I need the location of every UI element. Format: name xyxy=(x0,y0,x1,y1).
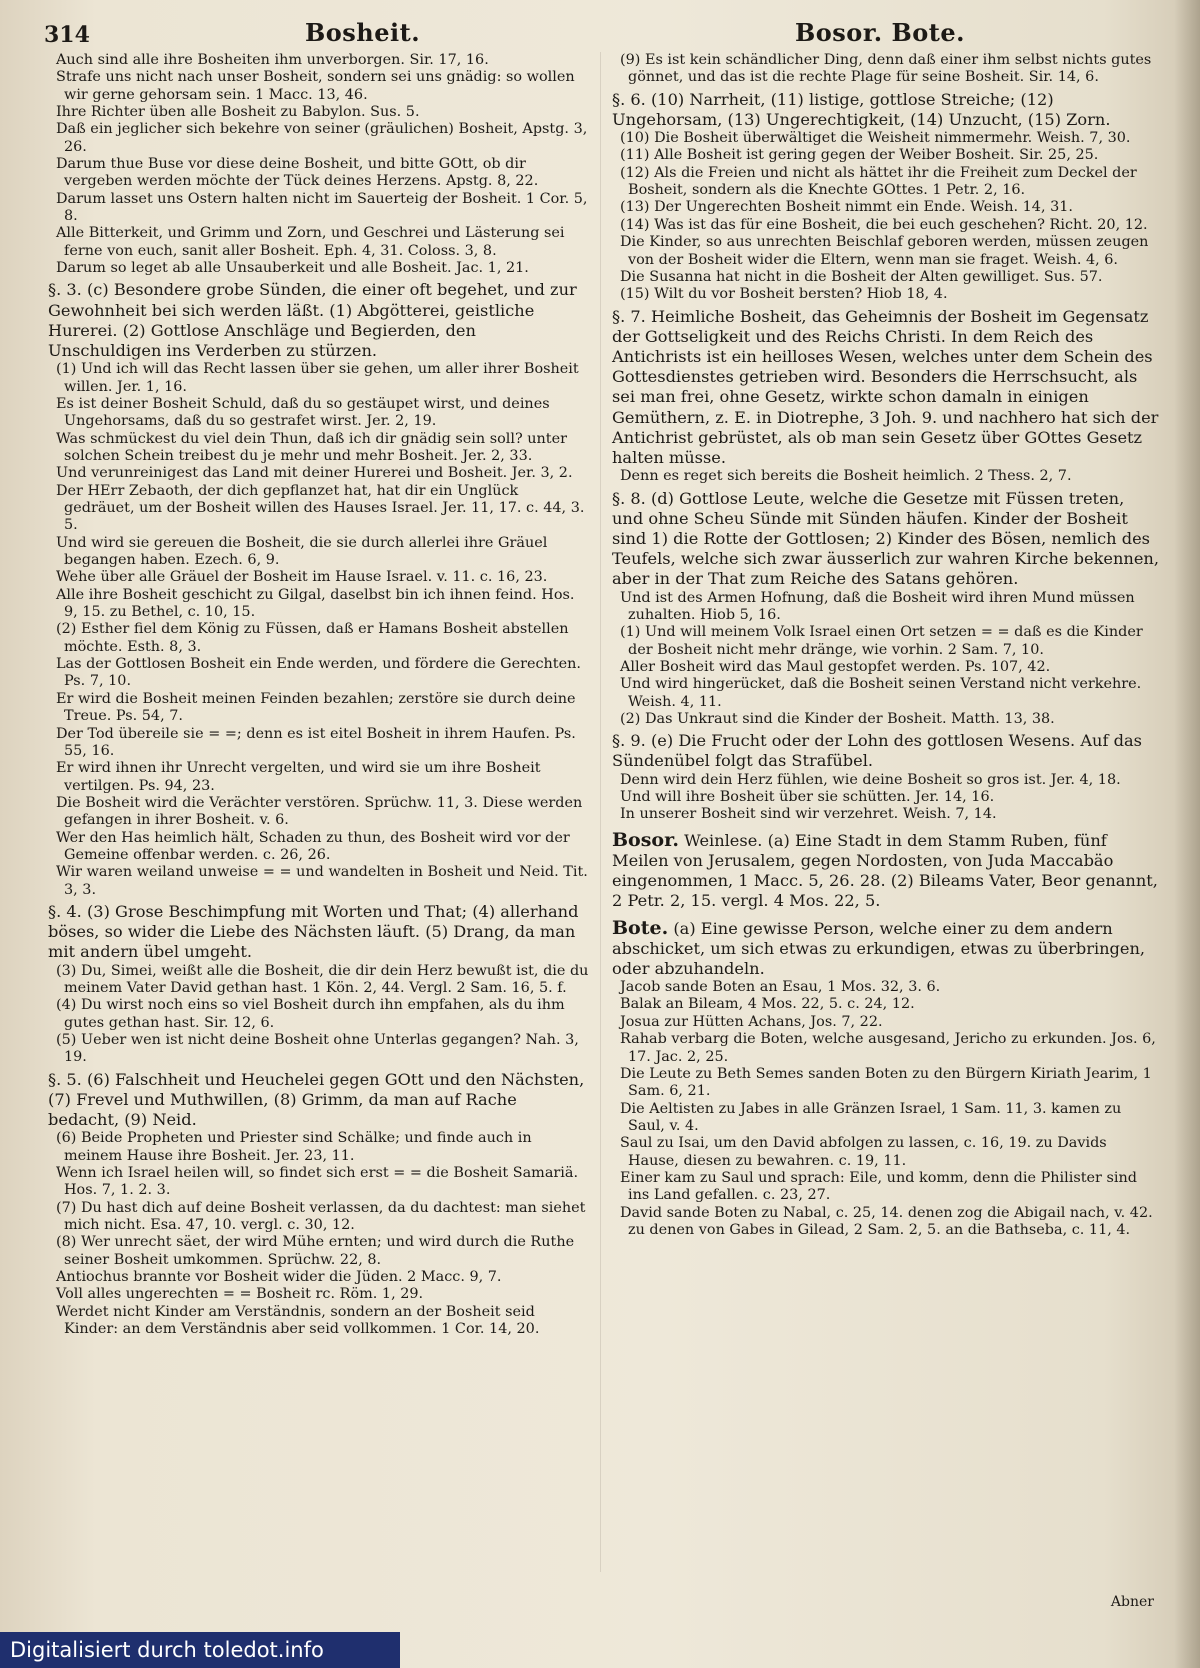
citation: (13) Der Ungerechten Bosheit nimmt ein Ende. Weish. 14, 31. xyxy=(620,199,1073,216)
column-gutter xyxy=(600,52,601,1572)
citation: (3) Du, Simei, weißt alle die Bosheit, die dir dein Herz bewußt ist, die du meinem Vater David gethan hast. 1 Kön. 2, 44. Vergl. 2 Sam. 16, 5. f. xyxy=(56,962,589,996)
citation: Die Susanna hat nicht in die Bosheit der Alten gewilliget. Sus. 57. xyxy=(620,268,1103,285)
citation: In unserer Bosheit sind wir verzehret. Weish. 7, 14. xyxy=(620,806,997,823)
left-column xyxy=(48,52,590,1338)
citation: Er wird ihnen ihr Unrecht vergelten, und wird sie um ihre Bosheit vertilgen. Ps. 94, 23. xyxy=(56,760,541,794)
citation: (2) Esther fiel dem König zu Füssen, daß er Hamans Bosheit abstellen möchte. Esth. 8, 3. xyxy=(56,621,569,655)
citation: (5) Ueber wen ist nicht deine Bosheit ohne Unterlas gegangen? Nah. 3, 19. xyxy=(56,1031,579,1066)
lemma-headword: Bote. xyxy=(612,916,669,939)
citation: Auch sind alle ihre Bosheiten ihm unverborgen. Sir. 17, 16. xyxy=(56,52,489,68)
citation: (14) Was ist das für eine Bosheit, die bei euch geschehen? Richt. 20, 12. xyxy=(620,216,1148,233)
citation: (8) Wer unrecht säet, der wird Mühe ernten; und wird durch die Ruthe seiner Bosheit umkommen. Sprüchw. 22, 8. xyxy=(56,1234,575,1268)
citation: Werdet nicht Kinder am Verständnis, sondern an der Bosheit seid Kinder: an dem Verständnis aber seid vollkommen. 1 Cor. 14, 20. xyxy=(56,1303,540,1337)
citation: Alle ihre Bosheit geschicht zu Gilgal, daselbst bin ich ihnen feind. Hos. 9, 15. zu Bethel, c. 10, 15. xyxy=(56,586,575,621)
citation: Wir waren weiland unweise = = und wandelten in Bosheit und Neid. Tit. 3, 3. xyxy=(56,864,588,898)
section-heading: §. 3. (c) Besondere grobe Sünden, die einer oft begehet, und zur Gewohnheit bei sich werden läßt. (1) Abgötterei, geistliche Hurerei. (2) Gottlose Anschläge und Begierden, den Unschuldigen ins Verderben zu stürzen. xyxy=(48,280,577,361)
lemma-entry xyxy=(612,918,1160,980)
section-heading: §. 7. Heimliche Bosheit, das Geheimnis der Bosheit im Gegensatz der Gottseligkeit und des Reichs Christi. In dem Reich des Antichrists ist ein heilloses Wesen, welches unter dem Schein des Gottesdienstes getrieben wird. Besonders die Herrschsucht, als sei man frei, ohne Gesetz, wirkte schon damaln in einigen Gemüthern, z. E. in Diotrephe, 3 Joh. 9. und nachhero hat sich der Antichrist gebrüstet, als ob man sein Gesetz über GOttes Gesetz halten müsse. xyxy=(612,306,1159,467)
catchword: Abner xyxy=(1110,1594,1154,1610)
citation: David sande Boten zu Nabal, c. 25, 14. denen zog die Abigail nach, v. 42. zu denen von Gabes in Gilead, 2 Sam. 2, 5. an die Bathseba, c. 11, 4. xyxy=(620,1204,1153,1238)
running-header-left: Bosheit. xyxy=(305,18,421,47)
digitization-footer: Digitalisiert durch toledot.info xyxy=(0,1632,400,1668)
citation: Ihre Richter üben alle Bosheit zu Babylon. Sus. 5. xyxy=(56,104,420,121)
citation: (11) Alle Bosheit ist gering gegen der Weiber Bosheit. Sir. 25, 25. xyxy=(620,147,1099,164)
citation: Wer den Has heimlich hält, Schaden zu thun, des Bosheit wird vor der Gemeine offenbar werden. c. 26, 26. xyxy=(56,829,570,863)
running-header-right: Bosor. Bote. xyxy=(795,18,965,47)
citation: Daß ein jeglicher sich bekehre von seiner (gräulichen) Bosheit, Apstg. 3, 26. xyxy=(56,121,588,155)
citation: Und ist des Armen Hofnung, daß die Bosheit wird ihren Mund müssen zuhalten. Hiob 5, 16. xyxy=(620,589,1135,623)
citation: Er wird die Bosheit meinen Feinden bezahlen; zerstöre sie durch deine Treue. Ps. 54, 7. xyxy=(56,690,576,725)
citation: (10) Die Bosheit überwältiget die Weisheit nimmermehr. Weish. 7, 30. xyxy=(620,130,1131,147)
citation: Rahab verbarg die Boten, welche ausgesand, Jericho zu erkunden. Jos. 6, 17. Jac. 2, 25. xyxy=(620,1031,1156,1065)
right-column xyxy=(612,52,1160,1239)
citation: Darum thue Buse vor diese deine Bosheit, und bitte GOtt, ob dir vergeben werden möchte der Tück deines Herzens. Apstg. 8, 22. xyxy=(56,156,539,190)
citation: (1) Und will meinem Volk Israel einen Ort setzen = = daß es die Kinder der Bosheit nicht mehr dränge, wie vorhin. 2 Sam. 7, 10. xyxy=(620,624,1143,658)
lemma-entry xyxy=(612,830,1160,912)
citation: (7) Du hast dich auf deine Bosheit verlassen, da du dachtest: man siehet mich nicht. Esa. 47, 10. vergl. c. 30, 12. xyxy=(56,1199,586,1233)
citation: (12) Als die Freien und nicht als hättet ihr die Freiheit zum Deckel der Bosheit, sondern als die Knechte GOttes. 1 Petr. 2, 16. xyxy=(620,164,1137,199)
citation: Die Kinder, so aus unrechten Beischlaf geboren werden, müssen zeugen von der Bosheit wider die Eltern, wenn man sie fraget. Weish. 4, 6. xyxy=(620,234,1149,268)
citation: Die Leute zu Beth Semes sanden Boten zu den Bürgern Kiriath Jearim, 1 Sam. 6, 21. xyxy=(620,1065,1152,1100)
lemma-text: Weinlese. (a) Eine Stadt in dem Stamm Ruben, fünf Meilen von Jerusalem, gegen Nordosten, von Juda Maccabäo eingenommen, 1 Macc. 5, 26. 28. (2) Bileams Vater, Beor genannt, 2 Petr. 2, 15. vergl. 4 Mos. 22, 5. xyxy=(612,830,1158,911)
citation: (4) Du wirst noch eins so viel Bosheit durch ihn empfahen, als du ihm gutes gethan hast. Sir. 12, 6. xyxy=(56,997,565,1031)
citation: Antiochus brannte vor Bosheit wider die Jüden. 2 Macc. 9, 7. xyxy=(56,1268,502,1285)
citation: Und verunreinigest das Land mit deiner Hurerei und Bosheit. Jer. 3, 2. xyxy=(56,465,573,482)
section-heading: §. 8. (d) Gottlose Leute, welche die Gesetze mit Füssen treten, und ohne Scheu Sünde mit Sünden häufen. Kinder der Bosheit sind 1) die Rotte der Gottlosen; 2) Kinder des Bösen, nemlich des Teufels, welche sich zwar äusserlich zur wahren Kirche bekennen, aber in der That zum Reiche des Satans gehören. xyxy=(612,488,1159,589)
section-heading: §. 5. (6) Falschheit und Heuchelei gegen GOtt und den Nächsten, (7) Frevel und Muthwillen, (8) Grimm, da man auf Rache bedacht, (9) Neid. xyxy=(48,1069,585,1130)
citation: Wehe über alle Gräuel der Bosheit im Hause Israel. v. 11. c. 16, 23. xyxy=(56,569,548,586)
citation: (9) Es ist kein schändlicher Ding, denn daß einer ihm selbst nichts gutes gönnet, und das ist die rechte Plage für seine Bosheit. Sir. 14, 6. xyxy=(620,52,1152,86)
citation: (1) Und ich will das Recht lassen über sie gehen, um aller ihrer Bosheit willen. Jer. 1, 16. xyxy=(56,361,579,395)
citation: Die Bosheit wird die Verächter verstören. Sprüchw. 11, 3. Diese werden gefangen in ihrer Bosheit. v. 6. xyxy=(56,794,583,829)
citation: Es ist deiner Bosheit Schuld, daß du so gestäupet wirst, und deines Ungehorsams, daß du so gestrafet wirst. Jer. 2, 19. xyxy=(56,395,550,430)
citation: (15) Wilt du vor Bosheit bersten? Hiob 18, 4. xyxy=(620,286,948,303)
citation: Und wird hingerücket, daß die Bosheit seinen Verstand nicht verkehre. Weish. 4, 11. xyxy=(620,676,1142,710)
citation: Denn wird dein Herz fühlen, wie deine Bosheit so gros ist. Jer. 4, 18. xyxy=(620,771,1121,788)
citation: Darum lasset uns Ostern halten nicht im Sauerteig der Bosheit. 1 Cor. 5, 8. xyxy=(56,190,588,225)
citation: Darum so leget ab alle Unsauberkeit und alle Bosheit. Jac. 1, 21. xyxy=(56,260,529,277)
page-edge-shadow xyxy=(1174,0,1200,1668)
citation: Jacob sande Boten an Esau, 1 Mos. 32, 3. 6. xyxy=(620,979,941,996)
citation: Der Tod übereile sie = =; denn es ist eitel Bosheit in ihrem Haufen. Ps. 55, 16. xyxy=(56,725,576,759)
citation: Voll alles ungerechten = = Bosheit rc. Röm. 1, 29. xyxy=(56,1286,424,1303)
citation: (2) Das Unkraut sind die Kinder der Bosheit. Matth. 13, 38. xyxy=(620,710,1055,727)
citation: Las der Gottlosen Bosheit ein Ende werden, und fördere die Gerechten. Ps. 7, 10. xyxy=(56,656,581,690)
section-heading: §. 4. (3) Grose Beschimpfung mit Worten und That; (4) allerhand böses, so wider die Liebe des Nächsten läuft. (5) Drang, da man mit andern übel umgeht. xyxy=(48,901,579,962)
citation: Saul zu Isai, um den David abfolgen zu lassen, c. 16, 19. zu Davids Hause, diesen zu bewahren. c. 19, 11. xyxy=(620,1135,1107,1169)
section-heading: §. 6. (10) Narrheit, (11) listige, gottlose Streiche; (12) Ungehorsam, (13) Ungerechtigkeit, (14) Unzucht, (15) Zorn. xyxy=(612,89,1111,129)
citation: Was schmückest du viel dein Thun, daß ich dir gnädig sein soll? unter solchen Schein treibest du je mehr und mehr Bosheit. Jer. 2, 33. xyxy=(56,430,567,464)
citation: Wenn ich Israel heilen will, so findet sich erst = = die Bosheit Samariä. Hos. 7, 1. 2. 3. xyxy=(56,1164,579,1199)
page-number: 314 xyxy=(44,22,90,48)
section-heading: §. 9. (e) Die Frucht oder der Lohn des gottlosen Wesens. Auf das Sündenübel folgt das Strafübel. xyxy=(612,731,1142,771)
citation: Denn es reget sich bereits die Bosheit heimlich. 2 Thess. 2, 7. xyxy=(620,468,1072,485)
lemma-headword: Bosor. xyxy=(612,828,679,851)
citation: Der HErr Zebaoth, der dich gepflanzet hat, hat dir ein Unglück gedräuet, um der Bosheit willen des Hauses Israel. Jer. 11, 17. c. 44, 3. 5. xyxy=(56,482,585,534)
citation: Aller Bosheit wird das Maul gestopfet werden. Ps. 107, 42. xyxy=(620,658,1051,675)
citation: Josua zur Hütten Achans, Jos. 7, 22. xyxy=(620,1013,883,1030)
citation: Alle Bitterkeit, und Grimm und Zorn, und Geschrei und Lästerung sei ferne von euch, sanit aller Bosheit. Eph. 4, 31. Coloss. 3, 8. xyxy=(56,225,565,259)
citation: Die Aeltisten zu Jabes in alle Gränzen Israel, 1 Sam. 11, 3. kamen zu Saul, v. 4. xyxy=(620,1100,1122,1134)
citation: Und will ihre Bosheit über sie schütten. Jer. 14, 16. xyxy=(620,789,995,806)
citation: Und wird sie gereuen die Bosheit, die sie durch allerlei ihre Gräuel begangen haben. Ezech. 6, 9. xyxy=(56,534,548,569)
lemma-text: (a) Eine gewisse Person, welche einer zu dem andern abschicket, um sich etwas zu erkundigen, etwas zu überbringen, oder abzuhandeln. xyxy=(612,918,1146,978)
citation: Strafe uns nicht nach unser Bosheit, sondern sei uns gnädig: so wollen wir gerne gehorsam sein. 1 Macc. 13, 46. xyxy=(56,69,575,103)
citation: Balak an Bileam, 4 Mos. 22, 5. c. 24, 12. xyxy=(620,996,915,1013)
citation: Einer kam zu Saul und sprach: Eile, und komm, denn die Philister sind ins Land gefallen. c. 23, 27. xyxy=(620,1169,1137,1204)
citation: (6) Beide Propheten und Priester sind Schälke; und finde auch in meinem Hause ihre Bosheit. Jer. 23, 11. xyxy=(56,1130,532,1164)
